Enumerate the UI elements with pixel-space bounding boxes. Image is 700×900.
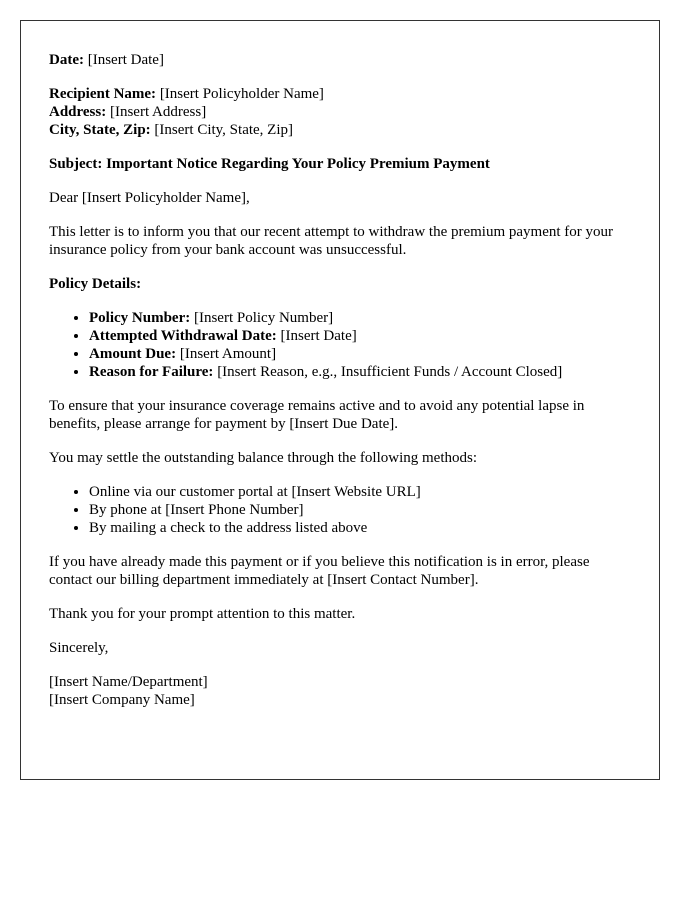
date-value: [Insert Date] bbox=[87, 52, 164, 68]
signature-block bbox=[49, 673, 631, 709]
withdrawal-date-value: [Insert Date] bbox=[280, 328, 357, 344]
policy-number-value: [Insert Policy Number] bbox=[193, 310, 334, 326]
thanks-paragraph: Thank you for your prompt attention to this matter. bbox=[49, 606, 356, 622]
recipient-city-value: [Insert City, State, Zip] bbox=[154, 122, 294, 138]
list-item bbox=[89, 327, 631, 345]
recipient-address-label: Address: bbox=[49, 104, 107, 120]
signature-company: [Insert Company Name] bbox=[49, 692, 195, 708]
payment-methods-list bbox=[49, 483, 631, 537]
list-item bbox=[89, 363, 631, 381]
salutation: Dear [Insert Policyholder Name], bbox=[49, 190, 250, 206]
list-item bbox=[89, 309, 631, 327]
recipient-city-label: City, State, Zip: bbox=[49, 122, 151, 138]
error-note-paragraph: If you have already made this payment or if you believe this notification is in error, please contact our billing department immediately at [Insert Contact Number]. bbox=[49, 554, 590, 588]
policy-details-heading-text: Policy Details: bbox=[49, 276, 142, 292]
list-item: • Online via our customer portal at [Insert Website URL] bbox=[89, 483, 631, 501]
closing: Sincerely, bbox=[49, 640, 109, 656]
policy-details-heading bbox=[49, 275, 631, 293]
date-label: Date: bbox=[49, 52, 84, 68]
intro-paragraph: This letter is to inform you that our recent attempt to withdraw the premium payment for your insurance policy from your bank account was unsuccessful. bbox=[49, 224, 614, 258]
recipient-address-value: [Insert Address] bbox=[109, 104, 207, 120]
failure-reason-value: [Insert Reason, e.g., Insufficient Funds / Account Closed] bbox=[217, 364, 563, 380]
subject-line bbox=[49, 155, 631, 173]
recipient-name-value: [Insert Policyholder Name] bbox=[159, 86, 324, 102]
recipient-city-line bbox=[49, 121, 631, 139]
withdrawal-date-label: Attempted Withdrawal Date: bbox=[89, 328, 277, 344]
letter-page bbox=[20, 20, 660, 780]
ensure-paragraph: To ensure that your insurance coverage remains active and to avoid any potential lapse in benefits, please arrange for payment by [Insert Due Date]. bbox=[49, 398, 585, 432]
list-item: • By mailing a check to the address listed above bbox=[89, 519, 631, 537]
recipient-name-line bbox=[49, 85, 631, 103]
recipient-name-label: Recipient Name: bbox=[49, 86, 157, 102]
signature-name: [Insert Name/Department] bbox=[49, 674, 208, 690]
policy-details-list bbox=[49, 309, 631, 381]
date-line bbox=[49, 51, 631, 69]
list-item: • By phone at [Insert Phone Number] bbox=[89, 501, 631, 519]
failure-reason-label: Reason for Failure: bbox=[89, 364, 214, 380]
recipient-address-line bbox=[49, 103, 631, 121]
subject-text: Subject: Important Notice Regarding Your Policy Premium Payment bbox=[49, 156, 490, 172]
policy-number-label: Policy Number: bbox=[89, 310, 191, 326]
methods-intro: You may settle the outstanding balance through the following methods: bbox=[49, 450, 477, 466]
list-item bbox=[89, 345, 631, 363]
amount-due-value: [Insert Amount] bbox=[179, 346, 277, 362]
amount-due-label: Amount Due: bbox=[89, 346, 177, 362]
recipient-block bbox=[49, 85, 631, 139]
